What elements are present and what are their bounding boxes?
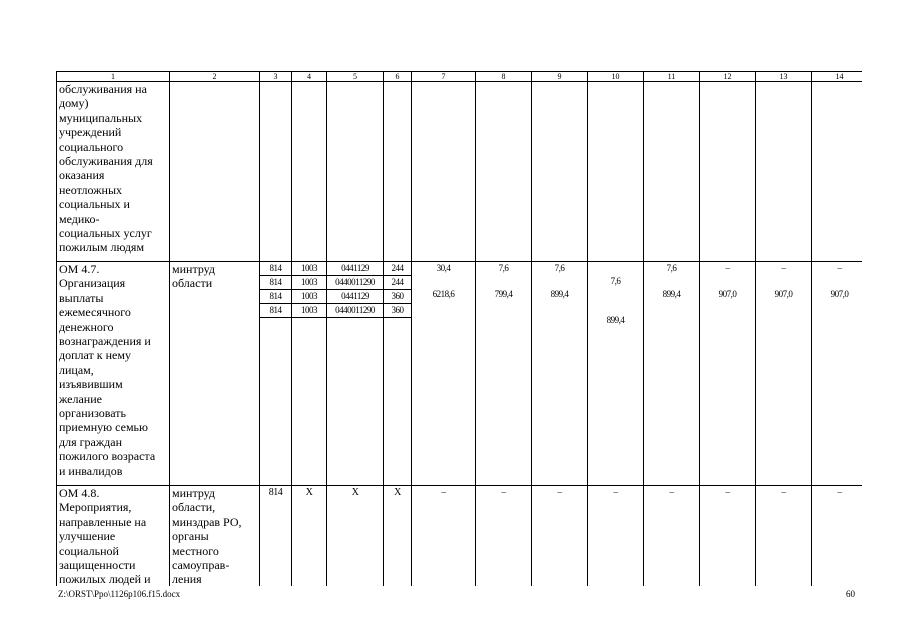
row3-col3 [260, 486, 292, 587]
amount-value: 7,6 [498, 263, 509, 273]
text-line: социальной [59, 543, 119, 558]
row1-description [57, 82, 170, 262]
code-cell: 1003 [292, 290, 326, 304]
text-line: дому) [59, 96, 89, 111]
amount-value: 6218,6 [432, 289, 455, 299]
code-cell: 360 [384, 290, 411, 304]
header-cell: 9 [532, 72, 588, 82]
amount-value: – [725, 263, 730, 273]
dash-value: – [441, 487, 446, 497]
code-cell: 814 [260, 290, 291, 304]
dash-value: – [501, 487, 506, 497]
header-cell: 14 [812, 72, 863, 82]
text-line: социального [59, 139, 124, 154]
text-line: самоуправ- [172, 558, 230, 573]
row3-col8 [476, 486, 532, 587]
amount-value: 907,0 [718, 289, 737, 299]
empty-cell [412, 82, 476, 262]
row2-col12 [700, 262, 756, 486]
text-line: обслуживания для [59, 154, 153, 169]
text-line: медико- [59, 211, 100, 226]
amount-value: 7,6 [554, 263, 565, 273]
empty-cell [476, 82, 532, 262]
text-line: муниципальных [59, 110, 143, 125]
dash-value: – [781, 487, 786, 497]
text-line: социальных услуг [59, 226, 152, 241]
empty-cell [756, 82, 812, 262]
header-cell: 5 [327, 72, 384, 82]
empty-cell [260, 82, 292, 262]
row2-ministry [170, 262, 260, 486]
row3-col12 [700, 486, 756, 587]
row2-description [57, 262, 170, 486]
header-cell: 6 [384, 72, 412, 82]
empty-cell [588, 82, 644, 262]
text-line: доплат к нему [59, 348, 131, 363]
text-line: органы [172, 529, 209, 544]
header-cell: 10 [588, 72, 644, 82]
file-path: Z:\ORST\Ppo\1126p106.f15.docx [58, 589, 181, 599]
row2-col4 [292, 262, 327, 486]
header-cell: 12 [700, 72, 756, 82]
table-container [56, 71, 862, 586]
header-cell: 7 [412, 72, 476, 82]
amount-value: – [837, 263, 842, 273]
row3-col6 [384, 486, 412, 587]
table-row [57, 262, 863, 486]
code-cell: 0440011290 [327, 276, 383, 290]
code-cell: 0440011290 [327, 304, 383, 318]
header-cell: 3 [260, 72, 292, 82]
header-cell: 11 [644, 72, 700, 82]
code-cell: X [305, 487, 313, 498]
code-cell: X [351, 487, 359, 498]
row3-col9 [532, 486, 588, 587]
empty-cell [327, 82, 384, 262]
text-line: направленные на [59, 514, 147, 529]
amount-value: 907,0 [830, 289, 849, 299]
budget-table [56, 71, 862, 586]
amount-value: 899,4 [550, 289, 569, 299]
text-line: лицам, [59, 362, 94, 377]
text-line: выплаты [59, 290, 104, 305]
empty-cell [384, 82, 412, 262]
text-line: защищенности [59, 558, 136, 573]
row2-col6 [384, 262, 412, 486]
amount-value: 799,4 [494, 289, 513, 299]
dash-value: – [725, 487, 730, 497]
amount-value: 907,0 [774, 289, 793, 299]
code-cell: 244 [384, 262, 411, 276]
amount-value: 30,4 [436, 263, 451, 273]
text-line: изъявившим [59, 377, 123, 392]
code-cell: 1003 [292, 262, 326, 276]
header-cell: 1 [57, 72, 170, 82]
text-line: организовать [59, 406, 127, 421]
text-line: для граждан [59, 434, 123, 449]
code-cell: 1003 [292, 276, 326, 290]
row2-col14 [812, 262, 863, 486]
code-cell: 814 [260, 262, 291, 276]
row2-col8 [476, 262, 532, 486]
text-line: области, [172, 500, 216, 515]
text-line: вознаграждения и [59, 334, 151, 349]
text-line: учреждений [59, 125, 122, 140]
row3-col5 [327, 486, 384, 587]
empty-cell [644, 82, 700, 262]
code-cell: 244 [384, 276, 411, 290]
code-cell: 1003 [292, 304, 326, 318]
code-cell: 814 [268, 487, 283, 498]
empty-cell [532, 82, 588, 262]
text-line: ежемесячного [59, 305, 131, 320]
empty-cell [170, 82, 260, 262]
text-line: пожилым людям [59, 240, 145, 255]
row2-col5 [327, 262, 384, 486]
text-line: ления [172, 572, 202, 586]
code-cell: 0441129 [327, 290, 383, 304]
row2-col3 [260, 262, 292, 486]
amount-value: 7,6 [610, 276, 621, 286]
row2-col10 [588, 262, 644, 486]
empty-cell [812, 82, 863, 262]
row3-col13 [756, 486, 812, 587]
dash-value: – [613, 487, 618, 497]
row2-col9 [532, 262, 588, 486]
dash-value: – [669, 487, 674, 497]
amount-value: 899,4 [662, 289, 681, 299]
text-line: улучшение [59, 529, 116, 544]
text-line: неотложных [59, 182, 122, 197]
amount-value: 899,4 [606, 315, 625, 325]
text-line: Мероприятия, [59, 500, 132, 515]
row3-col14 [812, 486, 863, 587]
code-cell: 360 [384, 304, 411, 318]
amount-value: – [781, 263, 786, 273]
text-line: пожилого возраста [59, 449, 156, 464]
header-cell: 13 [756, 72, 812, 82]
code-cell: X [394, 487, 401, 498]
text-line: Организация [59, 276, 126, 291]
code-cell: 814 [260, 304, 291, 318]
amount-value: 7,6 [666, 263, 677, 273]
row3-ministry [170, 486, 260, 587]
header-cell: 8 [476, 72, 532, 82]
text-line: минтруд [172, 262, 216, 276]
header-cell: 2 [170, 72, 260, 82]
row2-col11 [644, 262, 700, 486]
row2-col7 [412, 262, 476, 486]
dash-value: – [557, 487, 562, 497]
text-line: ОМ 4.7. [59, 262, 100, 276]
dash-value: – [837, 487, 842, 497]
text-line: минтруд [172, 486, 216, 500]
row3-col10 [588, 486, 644, 587]
table-row [57, 82, 863, 262]
text-line: денежного [59, 319, 114, 334]
text-line: социальных и [59, 197, 130, 212]
text-line: приемную семью [59, 420, 148, 435]
header-cell: 4 [292, 72, 327, 82]
table-row [57, 486, 863, 587]
text-line: минздрав РО, [172, 514, 242, 529]
text-line: желание [59, 391, 102, 406]
empty-cell [700, 82, 756, 262]
row3-col4 [292, 486, 327, 587]
text-line: пожилых людей и [59, 572, 151, 586]
page-number: 60 [846, 589, 855, 599]
text-line: области [172, 276, 213, 291]
text-line: ОМ 4.8. [59, 486, 100, 500]
code-cell: 814 [260, 276, 291, 290]
row3-description [57, 486, 170, 587]
text-line: обслуживания на [59, 82, 147, 96]
text-line: местного [172, 543, 219, 558]
header-row [57, 72, 863, 82]
row2-col13 [756, 262, 812, 486]
row3-col11 [644, 486, 700, 587]
text-line: и инвалидов [59, 463, 123, 478]
empty-cell [292, 82, 327, 262]
row3-col7 [412, 486, 476, 587]
code-cell: 0441129 [327, 262, 383, 276]
text-line: оказания [59, 168, 105, 183]
